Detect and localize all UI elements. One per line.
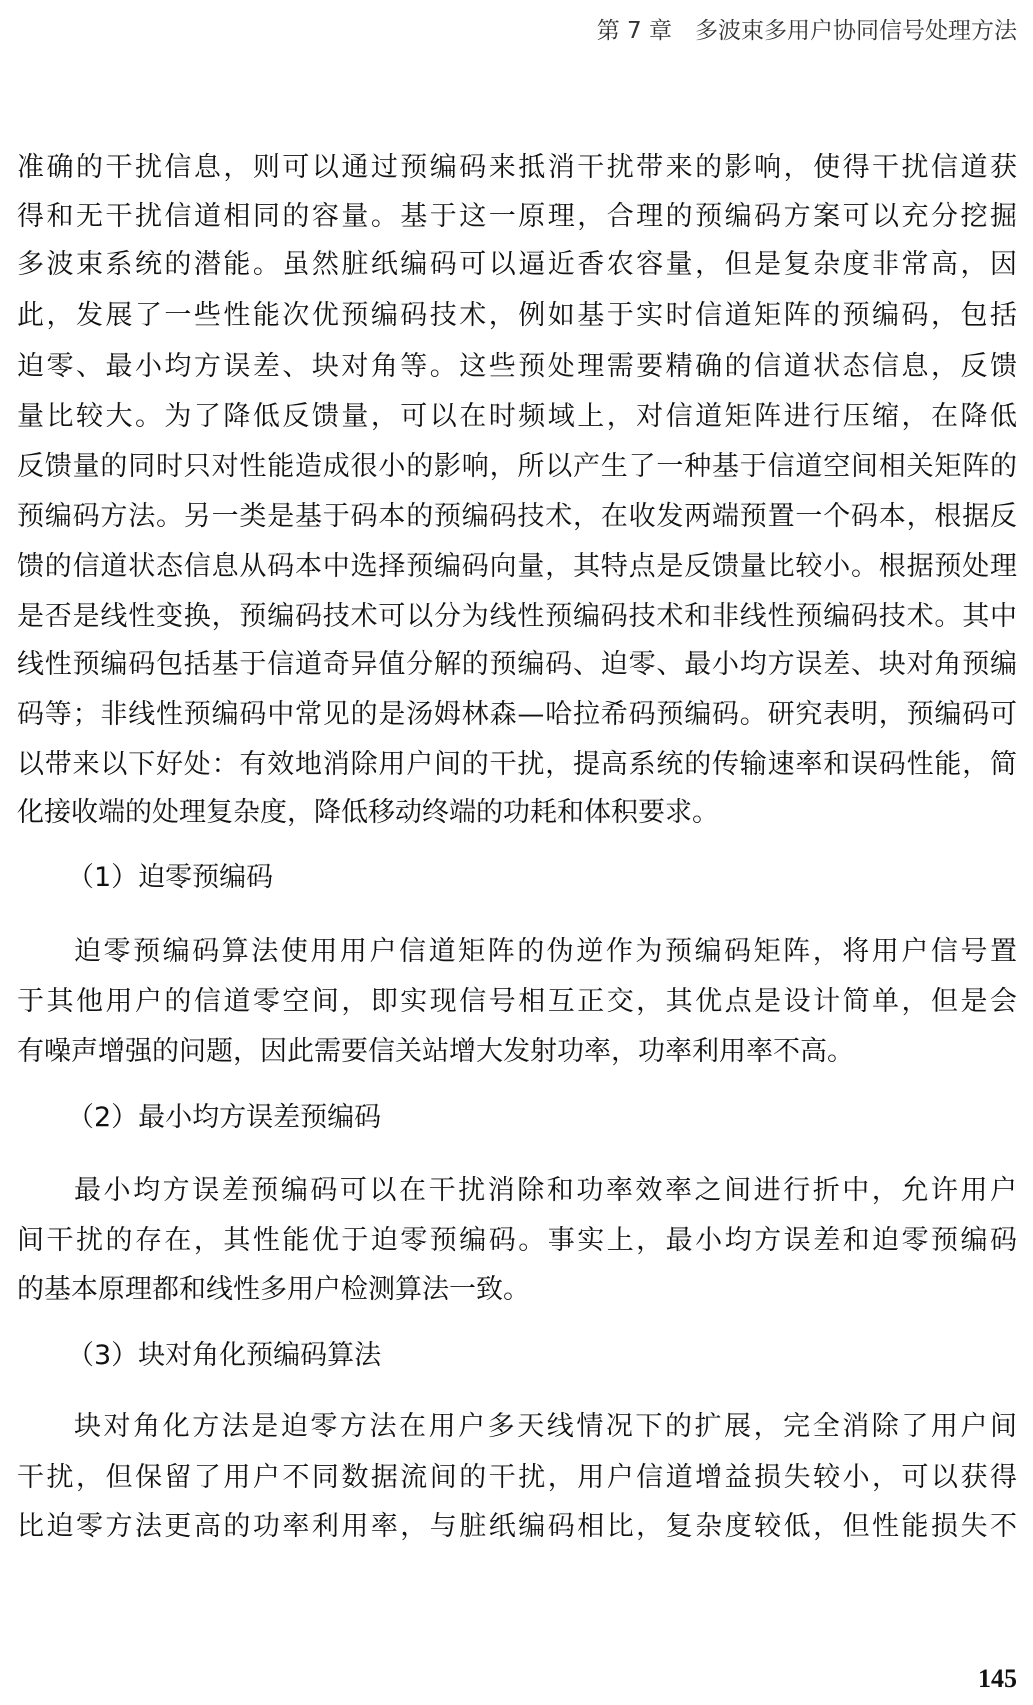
section-heading-block-diagonal: （3）块对角化预编码算法 (67, 1340, 382, 1371)
body-line: 量比较大。为了降低反馈量，可以在时频域上，对信道矩阵进行压缩，在降低 (17, 401, 1017, 432)
body-line: 干扰，但保留了用户不同数据流间的干扰，用户信道增益损失较小，可以获得 (17, 1462, 1017, 1493)
section-heading-zero-forcing: （1）迫零预编码 (67, 862, 274, 893)
body-line: 有噪声增强的问题，因此需要信关站增大发射功率，功率利用率不高。 (17, 1036, 854, 1067)
body-line: 码等；非线性预编码中常见的是汤姆林森—哈拉希码预编码。研究表明，预编码可 (17, 699, 1017, 730)
body-line: 多波束系统的潜能。虽然脏纸编码可以逼近香农容量，但是复杂度非常高，因 (17, 249, 1017, 280)
body-line: 迫零、最小均方误差、块对角等。这些预处理需要精确的信道状态信息，反馈 (17, 351, 1017, 382)
body-line: 迫零预编码算法使用用户信道矩阵的伪逆作为预编码矩阵，将用户信号置 (74, 936, 1017, 967)
body-line: 得和无干扰信道相同的容量。基于这一原理，合理的预编码方案可以充分挖掘 (17, 201, 1017, 232)
body-line: 准确的干扰信息，则可以通过预编码来抵消干扰带来的影响，使得干扰信道获 (17, 152, 1017, 183)
body-line: 间干扰的存在，其性能优于迫零预编码。事实上，最小均方误差和迫零预编码 (17, 1225, 1017, 1256)
body-line: 化接收端的处理复杂度，降低移动终端的功耗和体积要求。 (17, 797, 719, 828)
body-line: 是否是线性变换，预编码技术可以分为线性预编码技术和非线性预编码技术。其中 (17, 601, 1017, 632)
body-line: 块对角化方法是迫零方法在用户多天线情况下的扩展，完全消除了用户间 (74, 1411, 1017, 1442)
page-number: 145 (978, 1664, 1017, 1693)
body-line: 线性预编码包括基于信道奇异值分解的预编码、迫零、最小均方误差、块对角预编 (17, 649, 1017, 680)
body-line: 的基本原理都和线性多用户检测算法一致。 (17, 1274, 530, 1305)
body-line: 预编码方法。另一类是基于码本的预编码技术，在收发两端预置一个码本，根据反 (17, 501, 1017, 532)
body-line: 反馈量的同时只对性能造成很小的影响，所以产生了一种基于信道空间相关矩阵的 (17, 451, 1017, 482)
body-line: 以带来以下好处：有效地消除用户间的干扰，提高系统的传输速率和误码性能，简 (17, 749, 1017, 780)
body-line: 于其他用户的信道零空间，即实现信号相互正交，其优点是设计简单，但是会 (17, 986, 1017, 1017)
body-line: 馈的信道状态信息从码本中选择预编码向量，其特点是反馈量比较小。根据预处理 (17, 551, 1017, 582)
body-line: 此，发展了一些性能次优预编码技术，例如基于实时信道矩阵的预编码，包括 (17, 300, 1017, 331)
body-line: 比迫零方法更高的功率利用率，与脏纸编码相比，复杂度较低，但性能损失不 (17, 1511, 1017, 1542)
body-line: 最小均方误差预编码可以在干扰消除和功率效率之间进行折中，允许用户 (74, 1175, 1017, 1206)
section-heading-mmse: （2）最小均方误差预编码 (67, 1102, 382, 1133)
running-header: 第 7 章 多波束多用户协同信号处理方法 (596, 18, 1017, 44)
